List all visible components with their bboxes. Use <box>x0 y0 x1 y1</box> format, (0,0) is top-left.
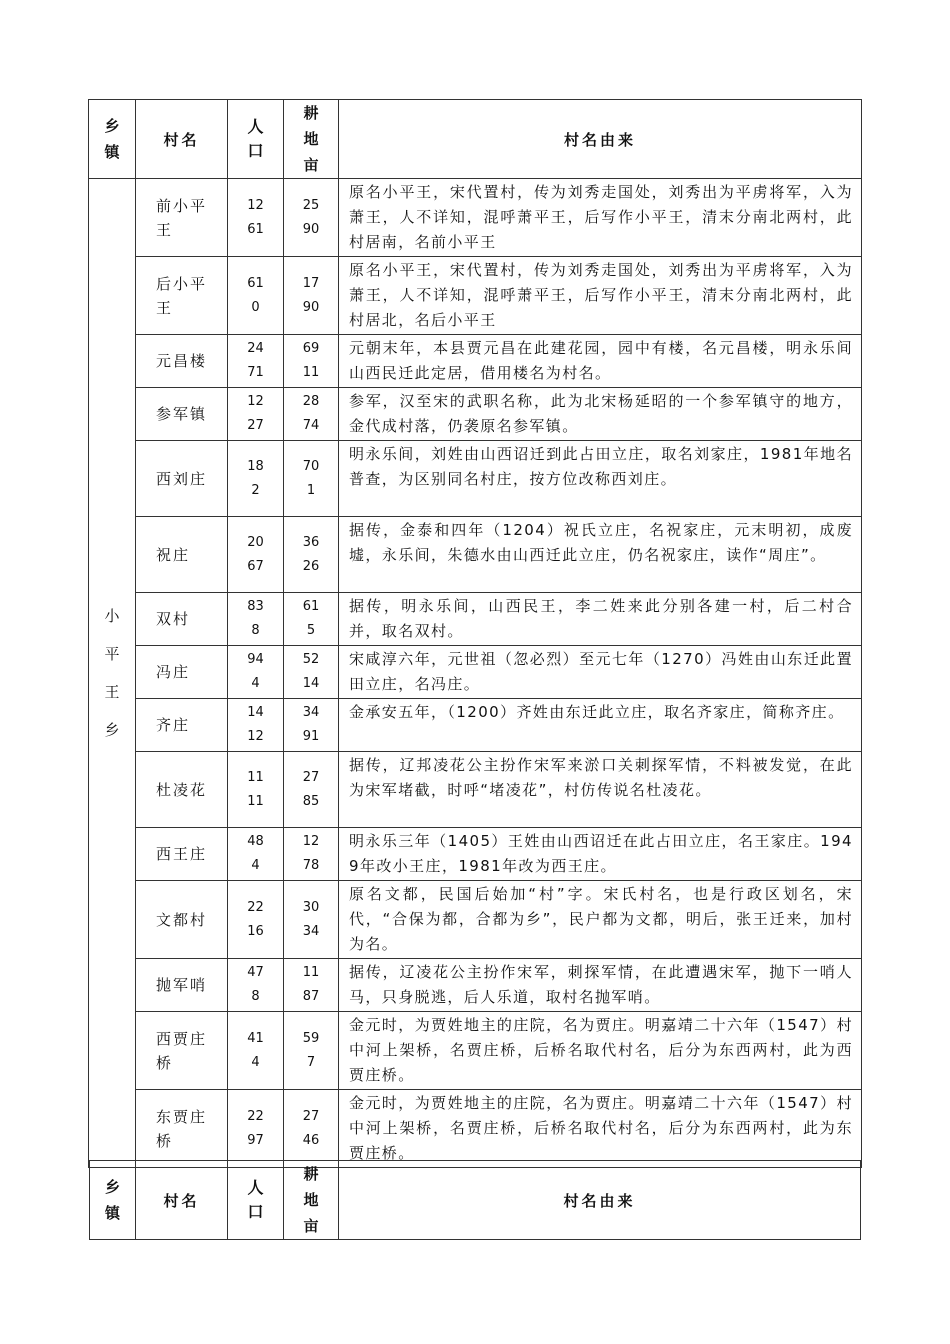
table-row <box>89 699 862 752</box>
population-cell: 1412 <box>228 699 284 752</box>
population-cell: 478 <box>228 959 284 1012</box>
origin-cell: 据传，明永乐间，山西民王，李二姓来此分别各建一村，后二村合并，取名双村。 <box>339 593 862 646</box>
farmland-cell: 2874 <box>284 388 339 441</box>
village-name-cell: 冯庄 <box>136 646 228 699</box>
population-cell: 2216 <box>228 881 284 959</box>
table-header-row <box>89 100 862 179</box>
table-row <box>89 752 862 828</box>
header-farmland: 耕地亩 <box>284 100 339 179</box>
table-row <box>89 828 862 881</box>
farmland-cell: 1278 <box>284 828 339 881</box>
table-row <box>89 881 862 959</box>
farmland-cell: 615 <box>284 593 339 646</box>
header-farmland: 耕地亩 <box>284 1161 339 1240</box>
origin-cell: 明永乐间，刘姓由山西诏迁到此占田立庄，取名刘家庄，1981年地名普查，为区别同名村庄，按方位改称西刘庄。 <box>339 441 862 517</box>
table-row <box>89 1012 862 1090</box>
farmland-cell: 2785 <box>284 752 339 828</box>
farmland-cell: 3034 <box>284 881 339 959</box>
farmland-cell: 1790 <box>284 257 339 335</box>
population-cell: 182 <box>228 441 284 517</box>
farmland-cell: 5214 <box>284 646 339 699</box>
header-village: 村名 <box>136 100 228 179</box>
village-name-cell: 东贾庄桥 <box>136 1090 228 1168</box>
table-row <box>89 335 862 388</box>
origin-cell: 明永乐三年（1405）王姓由山西诏迁在此占田立庄，名王家庄。1949年改小王庄，1981年改为西王庄。 <box>339 828 862 881</box>
header-village: 村名 <box>136 1161 228 1240</box>
table-row <box>89 517 862 593</box>
village-name-cell: 抛军哨 <box>136 959 228 1012</box>
origin-cell: 原名文都，民国后始加“村”字。宋氏村名，也是行政区划名，宋代，“合保为都，合都为乡”，民户都为文都，明后，张王迁来，加村为名。 <box>339 881 862 959</box>
origin-cell: 金元时，为贾姓地主的庄院，名为贾庄。明嘉靖二十六年（1547）村中河上架桥，名贾庄桥，后桥名取代村名，后分为东西两村，此为东贾庄桥。 <box>339 1090 862 1168</box>
village-name-cell: 西王庄 <box>136 828 228 881</box>
village-name-cell: 齐庄 <box>136 699 228 752</box>
origin-cell: 参军，汉至宋的武职名称，此为北宋杨延昭的一个参军镇守的地方，金代成村落，仍袭原名参军镇。 <box>339 388 862 441</box>
table-header-row <box>90 1161 861 1240</box>
village-name-cell: 西刘庄 <box>136 441 228 517</box>
header-population: 人口 <box>228 1161 284 1240</box>
table-row <box>89 388 862 441</box>
origin-cell: 金元时，为贾姓地主的庄院，名为贾庄。明嘉靖二十六年（1547）村中河上架桥，名贾庄桥，后桥名取代村名，后分为东西两村，此为西贾庄桥。 <box>339 1012 862 1090</box>
farmland-cell: 2746 <box>284 1090 339 1168</box>
population-cell: 2067 <box>228 517 284 593</box>
origin-cell: 据传，辽邦凌花公主扮作宋军来淤口关刺探军情，不料被发觉，在此为宋军堵截，时呼“堵凌花”，村仿传说名杜凌花。 <box>339 752 862 828</box>
origin-cell: 原名小平王，宋代置村，传为刘秀走国处，刘秀出为平虏将军，入为萧王，人不详知，混呼萧平王，后写作小平王，清末分南北两村，此村居北，名后小平王 <box>339 257 862 335</box>
table-row <box>89 1090 862 1168</box>
population-cell: 944 <box>228 646 284 699</box>
origin-cell: 据传，辽凌花公主扮作宋军，刺探军情，在此遭遇宋军，抛下一哨人马，只身脱逃，后人乐道，取村名抛军哨。 <box>339 959 862 1012</box>
population-cell: 1227 <box>228 388 284 441</box>
population-cell: 838 <box>228 593 284 646</box>
origin-cell: 宋咸淳六年，元世祖（忽必烈）至元七年（1270）冯姓由山东迁此置田立庄，名冯庄。 <box>339 646 862 699</box>
table-row <box>89 646 862 699</box>
continuation-header-table <box>89 1160 861 1240</box>
population-cell: 484 <box>228 828 284 881</box>
village-origin-table <box>88 99 862 1168</box>
table-row <box>89 593 862 646</box>
village-name-cell: 杜凌花 <box>136 752 228 828</box>
farmland-cell: 2590 <box>284 179 339 257</box>
town-cell: 小平王乡 <box>89 179 136 1168</box>
population-cell: 1111 <box>228 752 284 828</box>
farmland-cell: 3491 <box>284 699 339 752</box>
table-row <box>89 441 862 517</box>
table-row <box>89 959 862 1012</box>
header-town: 乡镇 <box>90 1161 136 1240</box>
header-origin: 村名由来 <box>339 100 862 179</box>
village-name-cell: 前小平王 <box>136 179 228 257</box>
village-name-cell: 双村 <box>136 593 228 646</box>
farmland-cell: 1187 <box>284 959 339 1012</box>
village-name-cell: 后小平王 <box>136 257 228 335</box>
farmland-cell: 6911 <box>284 335 339 388</box>
population-cell: 2297 <box>228 1090 284 1168</box>
header-town: 乡镇 <box>89 100 136 179</box>
population-cell: 1261 <box>228 179 284 257</box>
village-name-cell: 西贾庄桥 <box>136 1012 228 1090</box>
origin-cell: 据传，金泰和四年（1204）祝氏立庄，名祝家庄，元末明初，成废墟，永乐间，朱德水由山西迁此立庄，仍名祝家庄，读作“周庄”。 <box>339 517 862 593</box>
population-cell: 414 <box>228 1012 284 1090</box>
farmland-cell: 701 <box>284 441 339 517</box>
village-name-cell: 文都村 <box>136 881 228 959</box>
table-row <box>89 179 862 257</box>
farmland-cell: 597 <box>284 1012 339 1090</box>
village-name-cell: 元昌楼 <box>136 335 228 388</box>
origin-cell: 金承安五年，（1200）齐姓由东迁此立庄，取名齐家庄，简称齐庄。 <box>339 699 862 752</box>
header-origin: 村名由来 <box>339 1161 861 1240</box>
village-name-cell: 祝庄 <box>136 517 228 593</box>
population-cell: 2471 <box>228 335 284 388</box>
farmland-cell: 3626 <box>284 517 339 593</box>
origin-cell: 元朝末年，本县贾元昌在此建花园，园中有楼，名元昌楼，明永乐间山西民迁此定居，借用楼名为村名。 <box>339 335 862 388</box>
table-row <box>89 257 862 335</box>
origin-cell: 原名小平王，宋代置村，传为刘秀走国处，刘秀出为平虏将军，入为萧王，人不详知，混呼萧平王，后写作小平王，清末分南北两村，此村居南，名前小平王 <box>339 179 862 257</box>
village-name-cell: 参军镇 <box>136 388 228 441</box>
header-population: 人口 <box>228 100 284 179</box>
population-cell: 610 <box>228 257 284 335</box>
